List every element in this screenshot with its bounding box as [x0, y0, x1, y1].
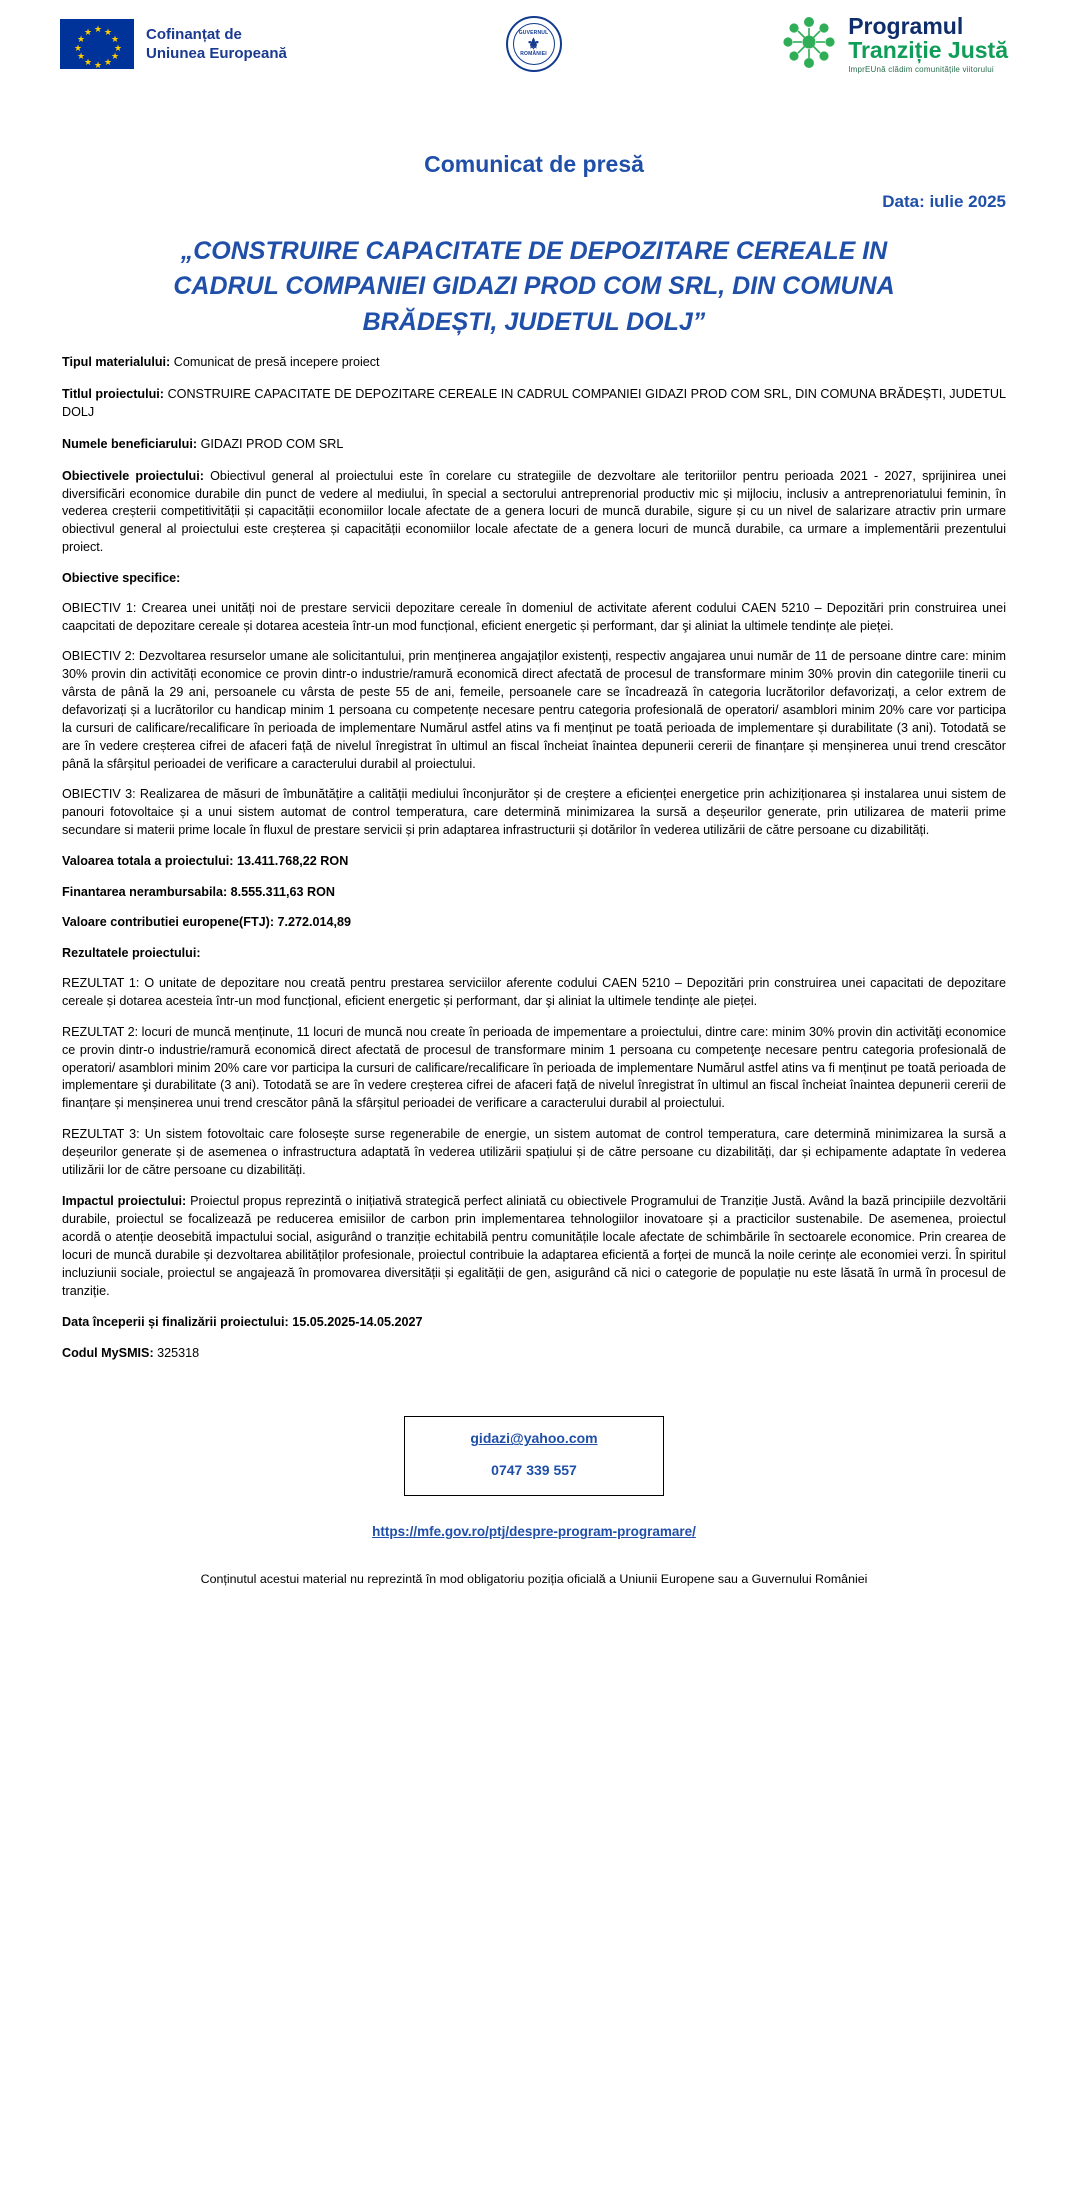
project-dates-label: Data începerii și finalizării proiectului:	[62, 1314, 289, 1329]
project-dates-row	[62, 1314, 1006, 1332]
eu-logo-line2: Uniunea Europeană	[146, 45, 287, 63]
seal-top-text: GUVERNUL	[518, 30, 549, 37]
result-3: REZULTAT 3: Un sistem fotovoltaic care folosește surse regenerabile de energie, un sistem automat de control temperatura, care determină minimizarea la sursă a deșeurilor generate și de asemenea o infrastructura adaptată în vederea utilizării spațiului și de către persoane cu dizabilități, dar și echipamente adaptate în vederea utilizării lor de către persoane cu dizabilități.	[62, 1126, 1006, 1177]
material-type-row	[62, 354, 1006, 372]
result-2: REZULTAT 2: locuri de muncă menținute, 11 locuri de muncă nou create în perioada de impementare a proiectului, dintre care: minim 30% provin din activităţi economice ce provin dintr-o industrie/ramură economică direct afectată de procesul de transformare minim 1 persoana cu competenţe necesare pentru categoria profesională de operatori/ asamblori minim 20% care vor participa la cursuri de calificare/recalificare în perioada de implementare Numărul astfel atins va fi menținut pe toată perioada de implementare şi durabilitate (3 ani). Totodată se are în vedere creșterea cifrei de afaceri față de nivelul înregistrat în ultimul an fiscal încheiat înaintea depunerii cererii de finanțare și menșinerea unui trend crescător până la sfârșitul perioadei de verificare a caracterului durabil al proiectului.	[62, 1024, 1006, 1111]
impact-label: Impactul proiectului:	[62, 1194, 187, 1209]
footer-disclaimer: Conținutul acestui material nu reprezintă în mod obligatoriu poziția oficială a Uniunii Europene sau a Guvernului României	[200, 1572, 868, 1587]
beneficiary-value: GIDAZI PROD COM SRL	[200, 436, 344, 451]
results-label: Rezultatele proiectului:	[62, 946, 201, 961]
project-title-label: Titlul proiectului:	[62, 387, 164, 402]
eu-logo-line1: Cofinanțat de	[146, 25, 242, 43]
mysmis-label: Codul MySMIS:	[62, 1345, 154, 1360]
document-date: Data: iulie 2025	[882, 191, 1006, 211]
eu-contribution-row	[62, 914, 1006, 932]
grant-row	[62, 884, 1006, 902]
ptj-program-logo	[780, 14, 1008, 75]
beneficiary-label: Numele beneficiarului:	[62, 436, 198, 451]
specific-objectives-label: Obiective specifice:	[62, 570, 181, 585]
objectives-row	[62, 468, 1006, 557]
document-body	[0, 354, 1068, 1611]
contact-phone: 0747 339 557	[491, 1462, 577, 1479]
ptj-leaf-icon	[780, 15, 838, 73]
contact-email-link[interactable]: gidazi@yahoo.com	[470, 1430, 598, 1447]
result-1: REZULTAT 1: O unitate de depozitare nou creată pentru prestarea serviciilor aferente codului CAEN 5210 – Depozitări prin construirea unei capacitati de depozitare cereale și dotarea acesteia într-un mod funcțional, eficient energetic și performant, dar şi aliniat la ultimele tendințe ale pieței.	[62, 976, 1006, 1009]
ptj-logo-line2: Tranziție Justă	[848, 37, 1008, 64]
eu-contribution-label: Valoare contributiei europene(FTJ):	[62, 915, 275, 930]
total-value-row	[62, 853, 1006, 871]
objective-3: OBIECTIV 3: Realizarea de măsuri de îmbunătățire a calității mediului înconjurător și de creștere a eficienței energetice prin achiziționarea și instalarea unui sistem de panouri fotovoltaice și a unui sistem automat de control temperatura, care determină minimizarea la sursă a deșeurilor generate, prin utilizarea de materii prime secundare si materii prime locale în fluxul de prestare servicii și prin adaptarea infrastructurii și dotărilor în vederea utilizării de către persoane cu dizabilități.	[62, 787, 1006, 837]
mysmis-value: 325318	[157, 1345, 200, 1360]
objectives-label: Obiectivele proiectului:	[62, 468, 204, 483]
total-value-label: Valoarea totala a proiectului:	[62, 853, 234, 868]
total-value-amount: 13.411.768,22 RON	[236, 853, 349, 868]
ptj-logo-line1: Programul	[848, 13, 964, 39]
objectives-value: Obiectivul general al proiectului este în corelare cu strategiile de dezvoltare ale teritoriilor pentru perioada 2021 - 2027, sprijinirea unei diversificări economice durabile din punct de vedere al mediului, în special a sectorului antreprenorial productiv mic și mijlociu, inclusiv a antreprenoriatului feminin, în vederea creșterii competitivității și capacității economiilor locale afectate de a genera locuri de muncă durabile, sigure și cu un nivel de salarizare atractiv prin urmare obiectivul general al proiectului este creșterea și capacității economiilor locale afectate de a genera locuri de muncă durabile, ca urmare a implementării prezentului proiect.	[62, 468, 1006, 555]
impact-value: Proiectul propus reprezintă o inițiativă strategică perfect aliniată cu obiectivele Programului de Tranziție Justă. Având la bază principiile dezvoltării durabile, proiectul se focalizează pe reducerea emisiilor de carbon prin implementarea tehnologiilor inovatoare și a practicilor sustenabile. De asemenea, proiectul acordă o atenție deosebită impactului social, asigurând o tranziție echitabilă pentru comunitățile locale afectate de schimbările în sectoarele economice. Prin crearea de locuri de muncă durabile și dezvoltarea abilităților profesionale, proiectul contribuie la adaptarea eficientă a forței de muncă la noile cerințe ale economiei verzi. În spiritul incluziunii sociale, proiectul se angajează în promovarea diversității și egalității de gen, asigurând că nici o categorie de populație nu este lăsată în urmă în procesul de tranziție.	[62, 1194, 1006, 1298]
seal-crest-icon: ⚜	[526, 35, 541, 53]
material-type-value: Comunicat de presă incepere proiect	[173, 355, 380, 370]
ptj-logo-tagline: ImprEUnă clădim comunitățile viitorului	[848, 65, 994, 75]
eu-cofinancing-logo	[60, 19, 287, 69]
romania-government-seal-icon	[506, 16, 562, 72]
seal-bottom-text: ROMÂNIEI	[520, 50, 547, 57]
eu-flag-icon: ★ ★ ★ ★ ★ ★ ★ ★ ★ ★ ★ ★	[60, 19, 134, 69]
mysmis-row	[62, 1345, 1006, 1363]
grant-amount: 8.555.311,63 RON	[230, 884, 335, 899]
project-title-heading: „CONSTRUIRE CAPACITATE DE DEPOZITARE CEREALE IN CADRUL COMPANIEI GIDAZI PROD COM SRL, DIN COMUNA BRĂDEȘTI, JUDETUL DOLJ”	[173, 236, 895, 336]
grant-label: Finantarea nerambursabila:	[62, 884, 228, 899]
project-title-row	[62, 386, 1006, 422]
ptj-logo-text	[848, 14, 1008, 75]
project-dates-value: 15.05.2025-14.05.2027	[292, 1314, 423, 1329]
logo-bar	[0, 0, 1068, 85]
eu-logo-text	[146, 25, 287, 64]
contact-section	[62, 1416, 1006, 1496]
material-type-label: Tipul materialului:	[62, 355, 171, 370]
contact-box	[404, 1416, 664, 1496]
objective-1: OBIECTIV 1: Crearea unei unități noi de prestare servicii depozitare cereale în domeniul de activitate aferent codului CAEN 5210 – Depozitări prin construirea unei caapcitati de depozitare cereale și dotarea acesteia într-un mod funcțional, eficient energetic și performant, dar şi aliniat la ultimele tendințe ale pieței.	[62, 601, 1006, 633]
program-website-link[interactable]: https://mfe.gov.ro/ptj/despre-program-programare/	[372, 1524, 696, 1540]
page-title: Comunicat de presă	[424, 150, 644, 177]
beneficiary-row	[62, 436, 1006, 454]
eu-contribution-amount: 7.272.014,89	[277, 915, 352, 930]
objective-2: OBIECTIV 2: Dezvoltarea resurselor umane ale solicitantului, prin menținerea angajaților existenți, respectiv angajarea unui număr de 11 de persoane dintre care: minim 30% provin din activități economice ce provin dintr-o industrie/ramură economică direct afectată de procesul de transformare minim 30% provin din categoriile tinerii cu vârsta de până la 29 ani, persoanele cu vârsta de peste 55 de ani, femeile, persoanele care se încadrează în categoria lucrătorilor defavorizați, a celor extrem de defavorizați și a lucrătorilor cu handicap minim 1 persoana cu competențe necesare pentru categoria profesională de operatori/ asamblori minim 20% care vor participa la cursuri de calificare/recalificare în perioada de implementare Numărul astfel atins va fi menținut pe toată perioada de implementare și durabilitate (3 ani). Totodată se are în vedere creșterea cifrei de afaceri față de nivelul înregistrat în ultimul an fiscal încheiat înaintea depunerii cererii de finanțare și menșinerea unui trend crescător până la sfârșitul perioadei de verificare a caracterului durabil al proiectului.	[62, 649, 1006, 771]
project-title-value: CONSTRUIRE CAPACITATE DE DEPOZITARE CEREALE IN CADRUL COMPANIEI GIDAZI PROD COM SRL, DIN COMUNA BRĂDEȘTI, JUDETUL DOLJ	[62, 387, 1006, 419]
impact-row	[62, 1193, 1006, 1300]
